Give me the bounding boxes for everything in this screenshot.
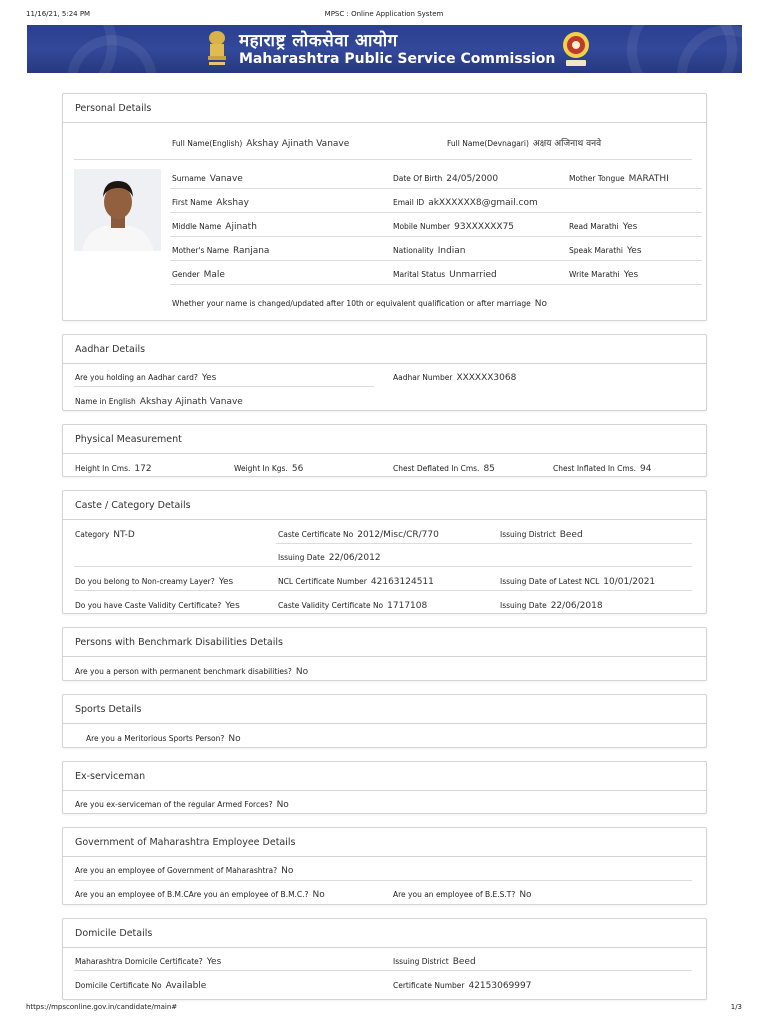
field-value: 22/06/2018	[550, 601, 603, 611]
field-value: 94	[640, 464, 652, 474]
caste-validity-number-field	[278, 597, 427, 612]
field-value: No	[281, 866, 294, 876]
print-footer	[0, 1003, 768, 1015]
field-label: Are you an employee of B.M.CAre you an employee of B.M.C.?	[75, 890, 309, 899]
national-emblem-icon	[205, 29, 229, 69]
divider	[74, 880, 692, 881]
field-label: Email ID	[393, 198, 425, 207]
field-value: No	[295, 667, 309, 677]
field-value: Akshay Ajinath Vanave	[246, 139, 350, 149]
field-value: Vanave	[209, 174, 243, 184]
physical-measurement-heading: Physical Measurement	[63, 425, 706, 454]
divider	[170, 188, 702, 189]
field-label: Issuing District	[393, 957, 449, 966]
marital-status-field	[393, 266, 497, 281]
field-value: Beed	[559, 530, 583, 540]
field-label: Speak Marathi	[569, 246, 623, 255]
print-header	[0, 10, 768, 22]
divider	[74, 159, 692, 160]
field-label: Full Name(Devnagari)	[447, 139, 529, 148]
best-employee-field	[393, 886, 532, 901]
divider	[276, 543, 692, 544]
field-value: Male	[203, 270, 225, 280]
field-value: 2012/Misc/CR/770	[357, 530, 439, 540]
field-label: Issuing Date	[500, 601, 547, 610]
field-value: Yes	[225, 601, 240, 611]
field-label: Name in English	[75, 397, 136, 406]
field-value: MARATHI	[628, 174, 669, 184]
divider	[170, 284, 702, 285]
field-label: Full Name(English)	[172, 139, 243, 148]
divider	[170, 236, 702, 237]
field-value: 24/05/2000	[446, 174, 499, 184]
field-value: No	[519, 890, 532, 900]
field-label: Issuing Date of Latest NCL	[500, 577, 600, 586]
first-name-field	[172, 194, 249, 209]
field-value: Yes	[626, 246, 642, 256]
field-value: 42163124511	[370, 577, 434, 587]
field-value: Akshay	[216, 198, 249, 208]
holding-aadhar-field	[75, 369, 216, 384]
field-value: 172	[134, 464, 152, 474]
non-creamy-layer-field	[75, 573, 233, 588]
date-of-birth-field	[393, 170, 498, 185]
weight-field	[234, 460, 303, 475]
field-label: Mother's Name	[172, 246, 229, 255]
caste-issuing-district-field	[500, 526, 583, 541]
personal-details-heading: Personal Details	[63, 94, 706, 123]
aadhar-details-heading: Aadhar Details	[63, 335, 706, 364]
field-label: Height In Cms.	[75, 464, 131, 473]
field-label: Domicile Certificate No	[75, 981, 162, 990]
field-label: First Name	[172, 198, 213, 207]
field-label: Do you have Caste Validity Certificate?	[75, 601, 222, 610]
field-label: Are you an employee of Government of Maharashtra?	[75, 866, 278, 875]
field-value: Indian	[437, 246, 466, 256]
field-value: Yes	[622, 222, 638, 232]
aadhar-number-field	[393, 369, 516, 384]
print-datetime: 11/16/21, 5:24 PM	[26, 10, 91, 18]
field-value: No	[312, 890, 325, 900]
speak-marathi-field	[569, 242, 642, 257]
aadhar-name-english-field	[75, 393, 243, 408]
disabilities-heading: Persons with Benchmark Disabilities Details	[63, 628, 706, 657]
field-label: Middle Name	[172, 222, 222, 231]
field-label: Are you an employee of B.E.S.T?	[393, 890, 516, 899]
caste-certificate-no-field	[278, 526, 439, 541]
field-value: No	[228, 734, 241, 744]
read-marathi-field	[569, 218, 637, 233]
write-marathi-field	[569, 266, 638, 281]
meritorious-sports-field	[86, 730, 241, 745]
field-label: Date Of Birth	[393, 174, 443, 183]
field-value: XXXXXX3068	[456, 373, 517, 383]
nationality-field	[393, 242, 466, 257]
field-label: Are you holding an Aadhar card?	[75, 373, 198, 382]
full-name-english-field	[172, 135, 349, 150]
validity-issuing-date-field	[500, 597, 603, 612]
domicile-certificate-number-field	[393, 977, 531, 992]
field-label: Caste Certificate No	[278, 530, 354, 539]
mobile-number-field	[393, 218, 514, 233]
gender-field	[172, 266, 225, 281]
field-value: No	[534, 299, 548, 309]
field-label: Surname	[172, 174, 206, 183]
field-label: Are you a Meritorious Sports Person?	[86, 734, 225, 743]
email-id-field	[393, 194, 538, 209]
full-name-devnagari-field	[447, 135, 601, 150]
domicile-certificate-field	[75, 953, 221, 968]
mpsc-banner	[27, 25, 742, 73]
sports-details-heading: Sports Details	[63, 695, 706, 724]
chest-deflated-field	[393, 460, 495, 475]
field-value: 93XXXXXX75	[454, 222, 515, 232]
field-value: Ajinath	[225, 222, 257, 232]
field-value: akXXXXXX8@gmail.com	[428, 198, 538, 208]
banner-title-marathi: महाराष्ट्र लोकसेवा आयोग	[239, 31, 398, 51]
field-value: Yes	[623, 270, 639, 280]
field-value: Yes	[206, 957, 222, 967]
divider	[74, 386, 374, 387]
caste-issuing-date-field	[278, 549, 381, 564]
print-page-title: MPSC : Online Application System	[324, 10, 444, 18]
field-value: 42153069997	[468, 981, 532, 991]
government-employee-heading: Government of Maharashtra Employee Details	[63, 828, 706, 857]
field-label: Chest Deflated In Cms.	[393, 464, 480, 473]
field-value: Yes	[201, 373, 217, 383]
field-label: Mother Tongue	[569, 174, 625, 183]
field-label: Read Marathi	[569, 222, 619, 231]
field-label: Issuing District	[500, 530, 556, 539]
field-value: Akshay Ajinath Vanave	[139, 397, 243, 407]
divider	[170, 212, 702, 213]
bmc-employee-field	[75, 886, 325, 901]
divider	[170, 260, 702, 261]
middle-name-field	[172, 218, 257, 233]
field-label: Write Marathi	[569, 270, 620, 279]
field-label: Do you belong to Non-creamy Layer?	[75, 577, 215, 586]
field-value: 1717108	[387, 601, 428, 611]
field-label: Category	[75, 530, 110, 539]
field-label: Certificate Number	[393, 981, 465, 990]
field-label: Are you a person with permanent benchmark disabilities?	[75, 667, 292, 676]
field-label: Chest Inflated In Cms.	[553, 464, 637, 473]
field-label: Maharashtra Domicile Certificate?	[75, 957, 203, 966]
field-label: Marital Status	[393, 270, 446, 279]
field-value: Unmarried	[449, 270, 497, 280]
field-label: Issuing Date	[278, 553, 325, 562]
field-value: 56	[291, 464, 304, 474]
surname-field	[172, 170, 243, 185]
height-field	[75, 460, 152, 475]
field-value: Beed	[452, 957, 476, 967]
mothers-name-field	[172, 242, 269, 257]
field-label: Caste Validity Certificate No	[278, 601, 384, 610]
field-label: Mobile Number	[393, 222, 451, 231]
field-label: NCL Certificate Number	[278, 577, 367, 586]
field-label: Weight In Kgs.	[234, 464, 288, 473]
print-page-number: 1/3	[730, 1003, 742, 1011]
field-value: Yes	[218, 577, 234, 587]
gom-employee-field	[75, 862, 293, 877]
ex-serviceman-field	[75, 796, 289, 811]
mpsc-logo-icon	[559, 29, 593, 69]
field-label: Whether your name is changed/updated after 10th or equivalent qualification or after marriage	[172, 299, 531, 308]
category-field	[75, 526, 135, 541]
field-label: Aadhar Number	[393, 373, 453, 382]
chest-inflated-field	[553, 460, 651, 475]
domicile-certificate-no-field	[75, 977, 206, 992]
candidate-photo	[74, 169, 161, 251]
mother-tongue-field	[569, 170, 669, 185]
caste-validity-field	[75, 597, 240, 612]
benchmark-disability-field	[75, 663, 308, 678]
field-value: 85	[483, 464, 495, 474]
divider	[74, 970, 692, 971]
ncl-issuing-date-field	[500, 573, 655, 588]
field-label: Nationality	[393, 246, 434, 255]
field-value: 22/06/2012	[328, 553, 381, 563]
domicile-issuing-district-field	[393, 953, 476, 968]
field-value: Available	[165, 981, 207, 991]
ex-serviceman-heading: Ex-serviceman	[63, 762, 706, 791]
field-value: NT-D	[113, 530, 135, 540]
field-label: Are you ex-serviceman of the regular Armed Forces?	[75, 800, 273, 809]
field-value: No	[276, 800, 289, 810]
divider	[74, 566, 692, 567]
field-value: अक्षय अजिनाथ वनवे	[532, 139, 602, 149]
ncl-certificate-number-field	[278, 573, 434, 588]
name-changed-field	[172, 295, 547, 310]
domicile-details-heading: Domicile Details	[63, 919, 706, 948]
banner-title-english: Maharashtra Public Service Commission	[239, 51, 556, 67]
divider	[74, 590, 692, 591]
field-label: Gender	[172, 270, 200, 279]
field-value: Ranjana	[232, 246, 270, 256]
caste-category-heading: Caste / Category Details	[63, 491, 706, 520]
print-url[interactable]: https://mpsconline.gov.in/candidate/main#	[26, 1003, 178, 1011]
caste-category-card	[62, 490, 707, 614]
field-value: 10/01/2021	[603, 577, 656, 587]
candidate-portrait	[74, 169, 161, 251]
